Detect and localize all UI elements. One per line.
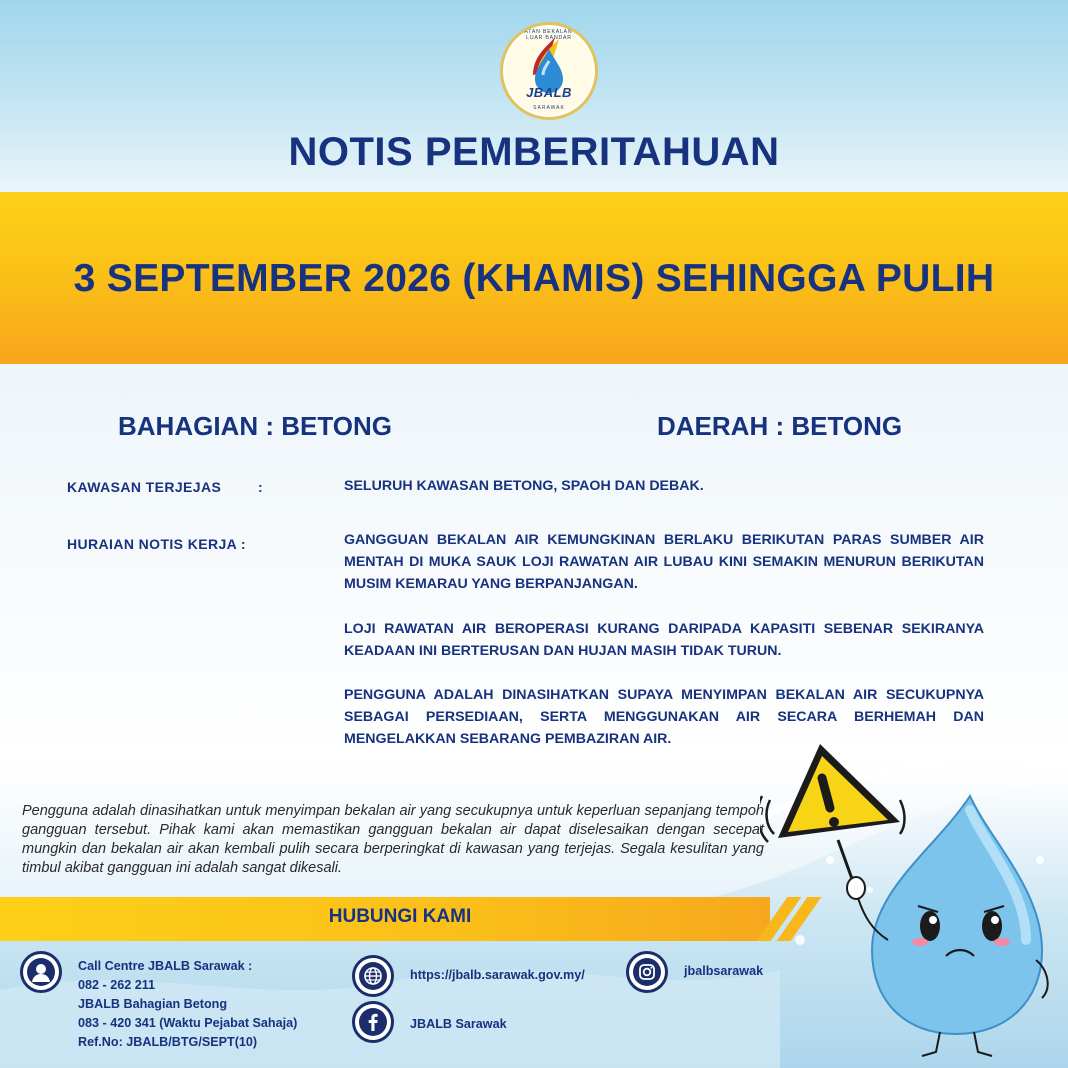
globe-icon (352, 955, 394, 997)
instagram-icon (626, 951, 668, 993)
facebook-icon (352, 1001, 394, 1043)
work-description-label: HURAIAN NOTIS KERJA : (67, 536, 246, 552)
warning-icon (760, 744, 905, 842)
user-icon (20, 951, 62, 993)
logo-ring-text: JABATAN BEKALAN AIR LUAR BANDAR (512, 29, 586, 41)
call-centre-phone[interactable]: 082 - 262 211 (78, 978, 156, 992)
date-banner: 3 SEPTEMBER 2026 (KHAMIS) SEHINGGA PULIH (73, 257, 995, 300)
facebook-link[interactable]: JBALB Sarawak (410, 1017, 507, 1031)
affected-area-colon: : (258, 479, 263, 495)
instagram-link[interactable]: jbalbsarawak (684, 964, 764, 978)
website-link[interactable]: https://jbalb.sarawak.gov.my/ (410, 968, 585, 982)
call-centre-line: JBALB Bahagian Betong (78, 997, 228, 1011)
reference-number: Ref.No: JBALB/BTG/SEPT(10) (78, 1035, 258, 1049)
work-description-paragraph-2: LOJI RAWATAN AIR BEROPERASI KURANG DARIPADA KAPASITI SEBENAR SEKIRANYA KEADAAN INI BERTERUSAN DAN HUJAN MASIH TIDAK TURUN. (344, 621, 984, 659)
work-description-paragraph-3: PENGGUNA ADALAH DINASIHATKAN SUPAYA MENYIMPAN BEKALAN AIR SECUKUPNYA SEBAGAI PERSEDIAAN, SERTA MENGGUNAKAN AIR SECARA BERHEMAH DAN MENGELAKKAN SEBARANG PEMBAZIRAN AIR. (344, 687, 984, 747)
division-label: BAHAGIAN : BETONG (118, 411, 392, 441)
logo-word: JBALB (526, 85, 572, 100)
affected-area-value: SELURUH KAWASAN BETONG, SPAOH DAN DEBAK. (344, 478, 704, 494)
work-description-paragraph-1: GANGGUAN BEKALAN AIR KEMUNGKINAN BERLAKU BERIKUTAN PARAS SUMBER AIR MENTAH DI MUKA SAUK LOJI RAWATAN AIR LUBAU KINI SEMAKIN MENURUN BERIKUTAN MUSIM KEMARAU YANG BERPANJANGAN. (344, 532, 984, 592)
affected-area-label: KAWASAN TERJEJAS (67, 479, 222, 495)
call-centre-line: Call Centre JBALB Sarawak : (78, 959, 253, 973)
district-label: DAERAH : BETONG (657, 411, 903, 441)
contact-heading: HUBUNGI KAMI (328, 906, 472, 927)
call-centre-block (78, 957, 297, 1052)
logo-sub: SARAWAK (533, 105, 565, 111)
advisory-note: Pengguna adalah dinasihatkan untuk menyimpan bekalan air yang secukupnya untuk keperluan sepanjang tempoh gangguan tersebut. Pihak kami akan memastikan gangguan bekalan air dapat diselesaikan dengan secepat mungkin dan bekalan air akan kembali pulih secara berperingkat di kawasan yang terjejas. Segala kesulitan yang timbul akibat gangguan ini adalah sangat dikesali. (22, 803, 764, 876)
page-title: NOTIS PEMBERITAHUAN (288, 130, 780, 174)
jbalb-logo (500, 22, 598, 120)
water-drop-mascot (760, 730, 1060, 1066)
division-phone[interactable]: 083 - 420 341 (Waktu Pejabat Sahaja) (78, 1016, 298, 1030)
